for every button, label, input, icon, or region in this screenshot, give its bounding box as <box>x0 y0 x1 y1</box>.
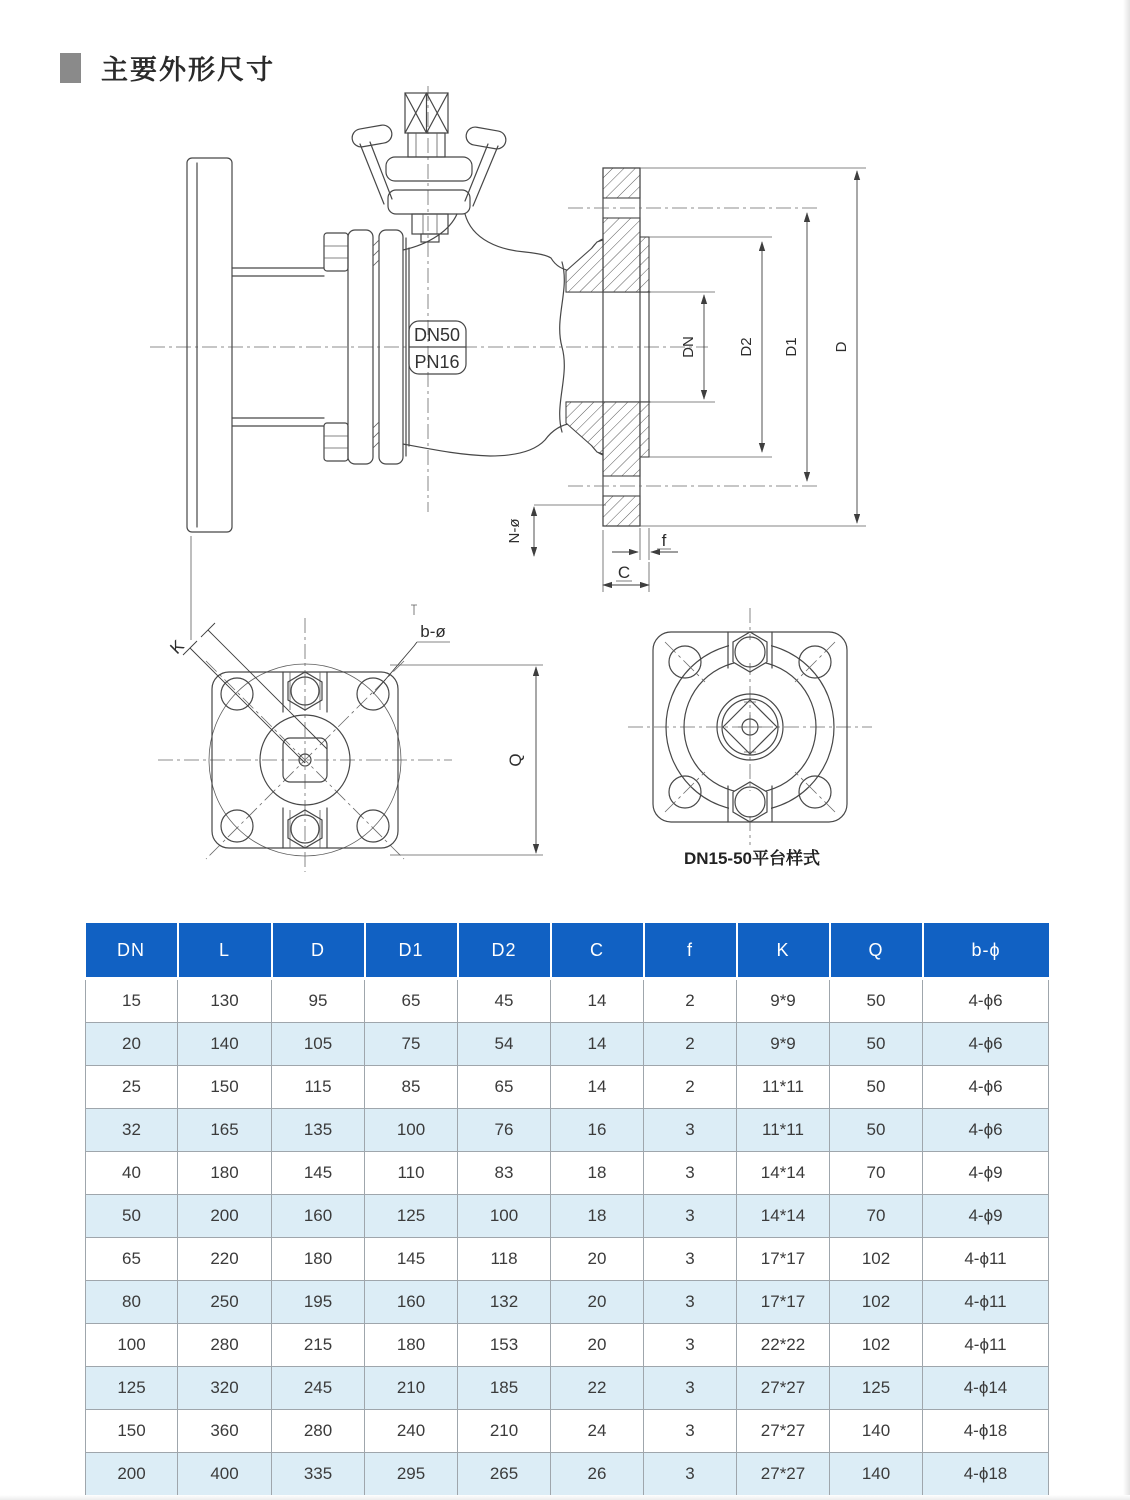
dim-label-dn: DN <box>680 336 697 358</box>
table-cell: 65 <box>86 1238 178 1281</box>
table-cell: 17*17 <box>737 1281 830 1324</box>
table-cell: 100 <box>365 1109 458 1152</box>
table-row <box>86 1023 1049 1066</box>
table-cell: 26 <box>551 1453 644 1496</box>
page-title: 主要外形尺寸 <box>101 55 275 85</box>
table-cell: 195 <box>272 1281 365 1324</box>
table-row <box>86 1281 1049 1324</box>
table-cell: 20 <box>86 1023 178 1066</box>
table-cell: 40 <box>86 1152 178 1195</box>
table-cell: 118 <box>458 1238 551 1281</box>
dim-label-b-phi: b-ø <box>420 622 446 641</box>
table-cell: 4-ϕ9 <box>923 1195 1049 1238</box>
table-cell: 220 <box>178 1238 272 1281</box>
table-cell: 70 <box>830 1195 923 1238</box>
table-cell: 65 <box>365 979 458 1023</box>
table-cell: 54 <box>458 1023 551 1066</box>
table-cell: 145 <box>272 1152 365 1195</box>
table-cell: 14*14 <box>737 1195 830 1238</box>
table-cell: 180 <box>178 1152 272 1195</box>
table-cell: 75 <box>365 1023 458 1066</box>
table-cell: 102 <box>830 1324 923 1367</box>
dim-label-n-phi: N-ø <box>506 518 523 544</box>
table-cell: 32 <box>86 1109 178 1152</box>
table-cell: 27*27 <box>737 1453 830 1496</box>
table-cell: 295 <box>365 1453 458 1496</box>
table-cell: 50 <box>830 1023 923 1066</box>
table-cell: 102 <box>830 1238 923 1281</box>
table-cell: 20 <box>551 1238 644 1281</box>
table-cell: 140 <box>178 1023 272 1066</box>
column-header: D1 <box>365 923 458 979</box>
table-cell: 4-ϕ18 <box>923 1453 1049 1496</box>
table-cell: 18 <box>551 1195 644 1238</box>
table-cell: 4-ϕ11 <box>923 1324 1049 1367</box>
table-cell: 3 <box>644 1195 737 1238</box>
page-bottom-edge <box>0 1495 1130 1500</box>
left-flange <box>187 158 232 640</box>
table-cell: 180 <box>365 1324 458 1367</box>
table-cell: 14*14 <box>737 1152 830 1195</box>
table-cell: 14 <box>551 1066 644 1109</box>
table-cell: 280 <box>178 1324 272 1367</box>
table-cell: 4-ϕ6 <box>923 979 1049 1023</box>
table-cell: 15 <box>86 979 178 1023</box>
dim-label-k: K <box>166 636 188 658</box>
table-cell: 20 <box>551 1324 644 1367</box>
table-cell: 14 <box>551 1023 644 1066</box>
table-cell: 3 <box>644 1367 737 1410</box>
table-cell: 2 <box>644 1023 737 1066</box>
table-cell: 125 <box>86 1367 178 1410</box>
table-cell: 160 <box>365 1281 458 1324</box>
table-row <box>86 1152 1049 1195</box>
table-cell: 11*11 <box>737 1109 830 1152</box>
table-cell: 9*9 <box>737 1023 830 1066</box>
platform-view-caption: DN15-50平台样式 <box>683 849 821 868</box>
table-row <box>86 1238 1049 1281</box>
column-header: D <box>272 923 365 979</box>
table-cell: 4-ϕ6 <box>923 1109 1049 1152</box>
column-header: K <box>737 923 830 979</box>
table-cell: 132 <box>458 1281 551 1324</box>
table-cell: 70 <box>830 1152 923 1195</box>
table-row <box>86 1109 1049 1152</box>
table-cell: 4-ϕ11 <box>923 1238 1049 1281</box>
table-cell: 140 <box>830 1410 923 1453</box>
k-dimension <box>166 623 327 763</box>
bolt-hole-leader <box>373 605 450 694</box>
table-cell: 135 <box>272 1109 365 1152</box>
table-cell: 180 <box>272 1238 365 1281</box>
table-cell: 50 <box>830 979 923 1023</box>
table-row <box>86 979 1049 1023</box>
table-cell: 3 <box>644 1238 737 1281</box>
table-cell: 140 <box>830 1453 923 1496</box>
table-cell: 9*9 <box>737 979 830 1023</box>
table-cell: 22*22 <box>737 1324 830 1367</box>
dim-label-d1: D1 <box>783 337 800 357</box>
table-cell: 105 <box>272 1023 365 1066</box>
table-cell: 4-ϕ18 <box>923 1410 1049 1453</box>
table-cell: 130 <box>178 979 272 1023</box>
table-cell: 150 <box>86 1410 178 1453</box>
table-cell: 4-ϕ6 <box>923 1023 1049 1066</box>
table-cell: 65 <box>458 1066 551 1109</box>
table-cell: 83 <box>458 1152 551 1195</box>
table-cell: 16 <box>551 1109 644 1152</box>
table-cell: 76 <box>458 1109 551 1152</box>
table-cell: 125 <box>365 1195 458 1238</box>
dim-label-d2: D2 <box>738 337 755 357</box>
table-cell: 210 <box>365 1367 458 1410</box>
table-cell: 125 <box>830 1367 923 1410</box>
table-cell: 50 <box>830 1109 923 1152</box>
table-row <box>86 1453 1049 1496</box>
table-row <box>86 1410 1049 1453</box>
table-cell: 45 <box>458 979 551 1023</box>
table-cell: 150 <box>178 1066 272 1109</box>
table-cell: 153 <box>458 1324 551 1367</box>
column-header: L <box>178 923 272 979</box>
dim-label-f: f <box>661 531 667 550</box>
table-cell: 27*27 <box>737 1410 830 1453</box>
dim-label-q: Q <box>506 753 525 767</box>
table-cell: 18 <box>551 1152 644 1195</box>
table-row <box>86 1066 1049 1109</box>
table-cell: 245 <box>272 1367 365 1410</box>
flange-detail-dimensions <box>506 505 678 592</box>
platform-pad-view <box>628 608 872 868</box>
table-cell: 4-ϕ9 <box>923 1152 1049 1195</box>
flange-face-view <box>158 605 543 872</box>
table-cell: 4-ϕ11 <box>923 1281 1049 1324</box>
page-right-edge <box>1123 0 1130 1500</box>
stem-and-handle <box>351 93 508 242</box>
table-cell: 400 <box>178 1453 272 1496</box>
table-cell: 100 <box>86 1324 178 1367</box>
table-cell: 2 <box>644 979 737 1023</box>
table-cell: 200 <box>86 1453 178 1496</box>
table-cell: 160 <box>272 1195 365 1238</box>
column-header: C <box>551 923 644 979</box>
nameplate-pn: PN16 <box>414 352 460 372</box>
table-cell: 25 <box>86 1066 178 1109</box>
table-cell: 280 <box>272 1410 365 1453</box>
table-body <box>86 979 1049 1496</box>
table-cell: 145 <box>365 1238 458 1281</box>
table-cell: 3 <box>644 1152 737 1195</box>
dim-label-c: C <box>617 563 631 582</box>
table-cell: 85 <box>365 1066 458 1109</box>
table-row <box>86 1367 1049 1410</box>
column-header: Q <box>830 923 923 979</box>
table-cell: 250 <box>178 1281 272 1324</box>
table-cell: 20 <box>551 1281 644 1324</box>
nameplate-dn: DN50 <box>413 325 461 345</box>
table-cell: 165 <box>178 1109 272 1152</box>
table-cell: 2 <box>644 1066 737 1109</box>
column-header: f <box>644 923 737 979</box>
dim-label-d: D <box>833 341 850 353</box>
table-cell: 27*27 <box>737 1367 830 1410</box>
table-cell: 102 <box>830 1281 923 1324</box>
table-cell: 3 <box>644 1453 737 1496</box>
table-cell: 185 <box>458 1367 551 1410</box>
column-header: b-ϕ <box>923 923 1049 979</box>
dimensions-table-wrap <box>85 923 1048 1496</box>
table-cell: 50 <box>86 1195 178 1238</box>
table-cell: 335 <box>272 1453 365 1496</box>
table-cell: 22 <box>551 1367 644 1410</box>
table-cell: 320 <box>178 1367 272 1410</box>
table-cell: 50 <box>830 1066 923 1109</box>
table-cell: 115 <box>272 1066 365 1109</box>
table-cell: 11*11 <box>737 1066 830 1109</box>
table-cell: 3 <box>644 1109 737 1152</box>
table-cell: 360 <box>178 1410 272 1453</box>
main-cross-section-view <box>150 86 866 640</box>
nameplate <box>409 321 466 374</box>
table-cell: 215 <box>272 1324 365 1367</box>
table-cell: 4-ϕ6 <box>923 1066 1049 1109</box>
table-row <box>86 1324 1049 1367</box>
table-row <box>86 1195 1049 1238</box>
table-cell: 4-ϕ14 <box>923 1367 1049 1410</box>
table-cell: 3 <box>644 1281 737 1324</box>
table-cell: 210 <box>458 1410 551 1453</box>
dimensions-table <box>85 923 1049 1496</box>
table-cell: 14 <box>551 979 644 1023</box>
table-cell: 3 <box>644 1324 737 1367</box>
table-cell: 80 <box>86 1281 178 1324</box>
table-header <box>86 923 1049 979</box>
table-cell: 3 <box>644 1410 737 1453</box>
table-cell: 240 <box>365 1410 458 1453</box>
table-cell: 265 <box>458 1453 551 1496</box>
table-cell: 95 <box>272 979 365 1023</box>
table-cell: 200 <box>178 1195 272 1238</box>
column-header: DN <box>86 923 178 979</box>
table-cell: 24 <box>551 1410 644 1453</box>
table-cell: 100 <box>458 1195 551 1238</box>
table-cell: 17*17 <box>737 1238 830 1281</box>
table-cell: 110 <box>365 1152 458 1195</box>
column-header: D2 <box>458 923 551 979</box>
